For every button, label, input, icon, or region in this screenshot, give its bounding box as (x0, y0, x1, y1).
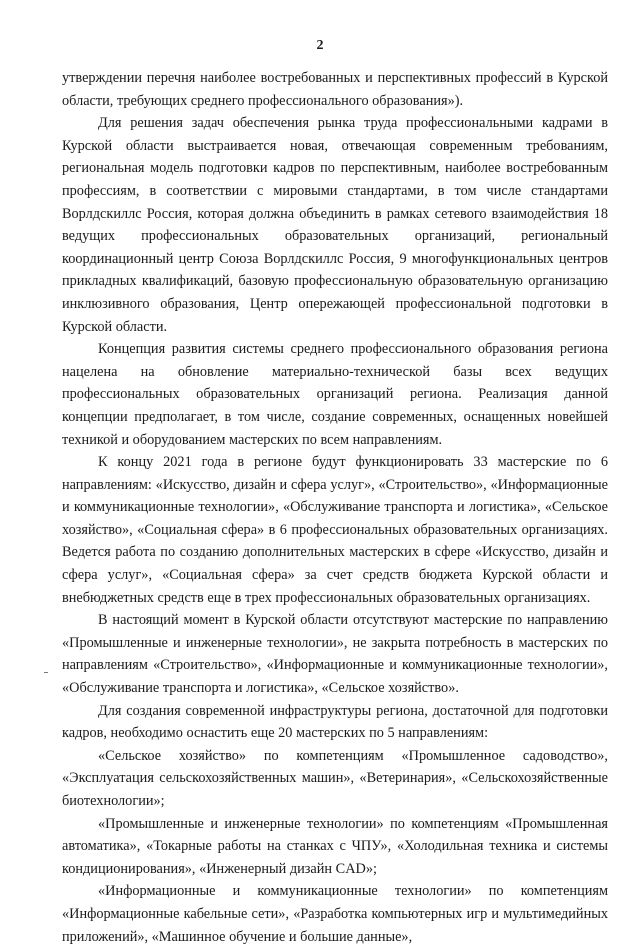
paragraph-industrial: «Промышленные и инженерные технологии» по компетенциям «Промышленная автоматика», «Токарные работы на станках с ЧПУ», «Холодильная техника и системы кондиционирования», «Инженерный дизайн CAD»; (62, 815, 608, 877)
paragraph-continuation: утверждении перечня наиболее востребованных и перспективных профессий в Курской области, требующих среднего профессионального образования»). (62, 70, 608, 109)
scan-artifact (44, 672, 48, 673)
paragraph-workshops-2021: К концу 2021 года в регионе будут функционировать 33 мастерские по 6 направлениям: «Искусство, дизайн и сфера услуг», «Строительство», «Информационные и коммуникационные технологии», «Обслуживание транспорта и логистика», «Сельское хозяйство», «Социальная сфера» в 6 профессиональных образовательных организациях. Ведется работа по созданию дополнительных мастерских в сфере «Искусство, дизайн и сфера услуг», «Социальная сфера» за счет средств бюджета Курской области и внебюджетных средств еще в трех профессиональных образовательных организациях. (62, 454, 608, 606)
paragraph-ict: «Информационные и коммуникационные технологии» по компетенциям «Информационные кабельные сети», «Разработка компьютерных игр и мультимедийных приложений», «Машинное обучение и большие данные», (62, 883, 608, 945)
paragraph-concept: Концепция развития системы среднего профессионального образования региона нацелена на обновление материально-технической базы всех ведущих профессиональных образовательных организаций региона. Реализация данной концепции предполагает, в том числе, создание современных, оснащенных новейшей техникой и оборудованием мастерских по всем направлениям. (62, 341, 608, 448)
paragraph-infrastructure: Для создания современной инфраструктуры региона, достаточной для подготовки кадров, необходимо оснастить еще 20 мастерских по 5 направлениям: (62, 702, 608, 742)
paragraph-regional-model: Для решения задач обеспечения рынка труда профессиональными кадрами в Курской области выстраивается новая, отвечающая современным требованиям, региональная модель подготовки кадров по перспективным, наиболее востребованным профессиям, в соответствии с мировыми стандартами, в том числе стандартами Ворлдскиллс Россия, которая должна объединить в рамках сетевого взаимодействия 18 ведущих профессиональных образовательных организаций, региональный координационный центр Союза Ворлдскиллс Россия, 9 многофункциональных центров прикладных квалификаций, базовую профессиональную образовательную организацию инклюзивного образования, Центр опережающей профессиональной подготовки в Курской области. (62, 115, 608, 335)
paragraph-current-state: В настоящий момент в Курской области отсутствуют мастерские по направлению «Промышленные и инженерные технологии», не закрыта потребность в мастерских по направлениям «Строительство», «Информационные и коммуникационные технологии», «Обслуживание транспорта и логистика», «Сельское хозяйство». (62, 612, 608, 697)
page-number: 2 (316, 38, 324, 53)
paragraph-agriculture: «Сельское хозяйство» по компетенциям «Промышленное садоводство», «Эксплуатация сельскохозяйственных машин», «Ветеринария», «Сельскохозяйственные биотехнологии»; (62, 747, 608, 809)
document-body (62, 67, 608, 948)
